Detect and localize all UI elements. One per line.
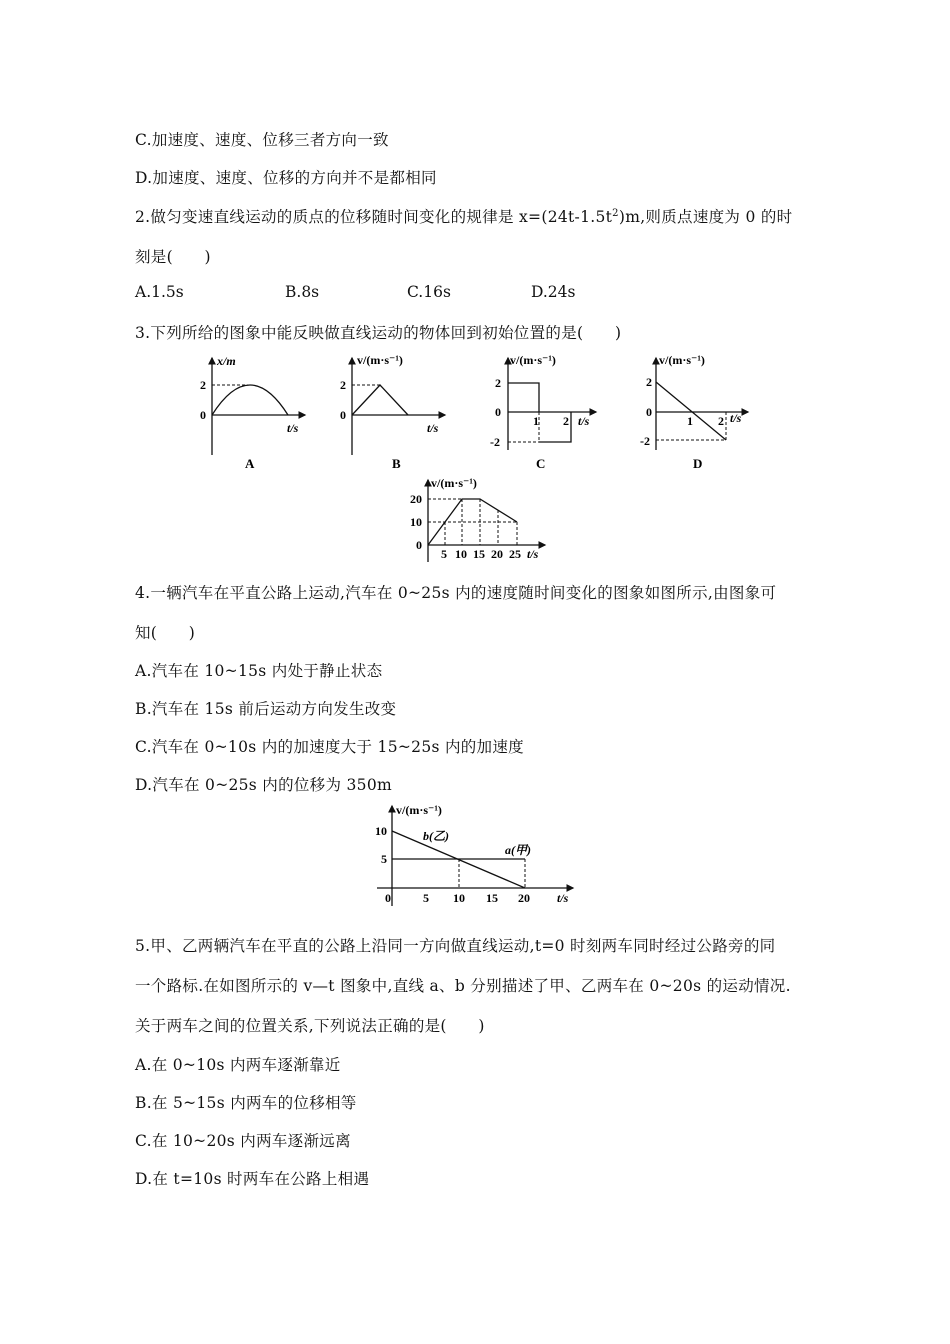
q3-d-caption: D <box>693 456 703 471</box>
q3-b-origin: 0 <box>340 408 346 422</box>
q5-stem-line3: 关于两车之间的位置关系,下列说法正确的是( ) <box>135 1017 485 1035</box>
q3-c-ytick-2: 2 <box>495 376 501 390</box>
q3-a-ytick-2: 2 <box>200 378 206 392</box>
q4-ytick-0: 0 <box>416 538 422 552</box>
q5-option-b: B.在 5~15s 内两车的位移相等 <box>135 1094 357 1112</box>
q3-c-origin: 0 <box>495 405 501 419</box>
q3-graph-c <box>478 350 608 475</box>
q4-option-c: C.汽车在 0~10s 内的加速度大于 15~25s 内的加速度 <box>135 738 524 756</box>
q3-graph-b <box>335 350 455 475</box>
q3-a-ylabel: x/m <box>217 354 236 368</box>
q5-line-b-label: b(乙) <box>423 829 449 843</box>
q5-option-d: D.在 t=10s 时两车在公路上相遇 <box>135 1170 370 1188</box>
q4-xtick-5: 5 <box>441 547 447 561</box>
q2-option-c: C.16s <box>407 283 451 301</box>
q4-stem-line2: 知( ) <box>135 624 196 642</box>
q5-ylabel: v/(m·s⁻¹) <box>396 803 442 817</box>
q3-d-ylabel: v/(m·s⁻¹) <box>659 353 705 367</box>
q3-b-caption: B <box>392 456 401 471</box>
q1-option-c: C.加速度、速度、位移三者方向一致 <box>135 131 389 149</box>
q5-xtick-5: 5 <box>423 891 429 905</box>
q2-stem-line2: 刻是( ) <box>135 248 211 266</box>
q3-a-xlabel: t/s <box>287 421 299 435</box>
q3-d-origin: 0 <box>646 405 652 419</box>
q5-xtick-10: 10 <box>453 891 465 905</box>
q4-ylabel: v/(m·s⁻¹) <box>431 476 477 490</box>
q3-c-xlabel: t/s <box>578 414 590 428</box>
q3-a-curve <box>212 385 288 415</box>
q4-xtick-15: 15 <box>473 547 485 561</box>
q5-xtick-15: 15 <box>486 891 498 905</box>
q4-xtick-25: 25 <box>509 547 521 561</box>
q5-ytick-10: 10 <box>375 824 387 838</box>
q5-ytick-0: 0 <box>385 891 391 905</box>
q4-stem-line1: 4.一辆汽车在平直公路上运动,汽车在 0~25s 内的速度随时间变化的图象如图所示,由图象可 <box>135 584 777 602</box>
q5-option-a: A.在 0~10s 内两车逐渐靠近 <box>135 1056 341 1074</box>
q5-line-a-label: a(甲) <box>505 843 531 857</box>
q4-ytick-20: 20 <box>410 492 422 506</box>
q4-option-a: A.汽车在 10~15s 内处于静止状态 <box>135 662 383 680</box>
q5-stem-line1: 5.甲、乙两辆汽车在平直的公路上沿同一方向做直线运动,t=0 时刻两车同时经过公路旁的同 <box>135 937 776 955</box>
q3-d-xtick-2: 2 <box>718 414 724 428</box>
q2-stem-line1: 2.做匀变速直线运动的质点的位移随时间变化的规律是 $x=(24t-1.5t^2)m$,则质点速度为 0 的时 <box>135 207 793 226</box>
q3-c-xtick-1: 1 <box>533 414 539 428</box>
q5-xtick-20: 20 <box>518 891 530 905</box>
q4-xtick-20: 20 <box>491 547 503 561</box>
q4-option-b: B.汽车在 15s 前后运动方向发生改变 <box>135 700 397 718</box>
q5-option-c: C.在 10~20s 内两车逐渐远离 <box>135 1132 351 1150</box>
q3-b-xlabel: t/s <box>427 421 439 435</box>
q3-c-ytick-neg2: -2 <box>490 435 500 449</box>
q3-b-ylabel: v/(m·s⁻¹) <box>357 353 403 367</box>
q3-a-origin: 0 <box>200 408 206 422</box>
q4-ytick-10: 10 <box>410 515 422 529</box>
q5-ytick-5: 5 <box>381 852 387 866</box>
q3-c-xtick-2: 2 <box>563 414 569 428</box>
q5-xlabel: t/s <box>557 891 569 905</box>
q3-d-xtick-1: 1 <box>687 414 693 428</box>
q2-option-b: B.8s <box>285 283 320 301</box>
q3-a-caption: A <box>245 456 255 471</box>
q4-xlabel: t/s <box>527 547 539 561</box>
q3-b-line <box>352 385 408 415</box>
q4-graph <box>403 474 553 566</box>
q5-graph <box>365 800 585 910</box>
q3-d-ytick-2: 2 <box>646 375 652 389</box>
q3-stem: 3.下列所给的图象中能反映做直线运动的物体回到初始位置的是( ) <box>135 324 622 342</box>
q4-option-d: D.汽车在 0~25s 内的位移为 350m <box>135 776 392 794</box>
q3-graph-d <box>630 350 760 475</box>
q4-xtick-10: 10 <box>455 547 467 561</box>
q3-d-xlabel: t/s <box>730 411 742 425</box>
q3-d-line <box>656 382 726 440</box>
q2-option-d: D.24s <box>531 283 576 301</box>
q3-b-ytick-2: 2 <box>340 378 346 392</box>
q3-c-ylabel: v/(m·s⁻¹) <box>510 353 556 367</box>
q3-d-ytick-neg2: -2 <box>640 434 650 448</box>
q3-graph-a <box>195 350 315 475</box>
q5-stem-line2: 一个路标.在如图所示的 v—t 图象中,直线 a、b 分别描述了甲、乙两车在 0~20s 的运动情况. <box>135 977 791 995</box>
q1-option-d: D.加速度、速度、位移的方向并不是都相同 <box>135 169 437 187</box>
q3-c-caption: C <box>536 456 546 471</box>
q2-option-a: A.1.5s <box>135 283 184 301</box>
